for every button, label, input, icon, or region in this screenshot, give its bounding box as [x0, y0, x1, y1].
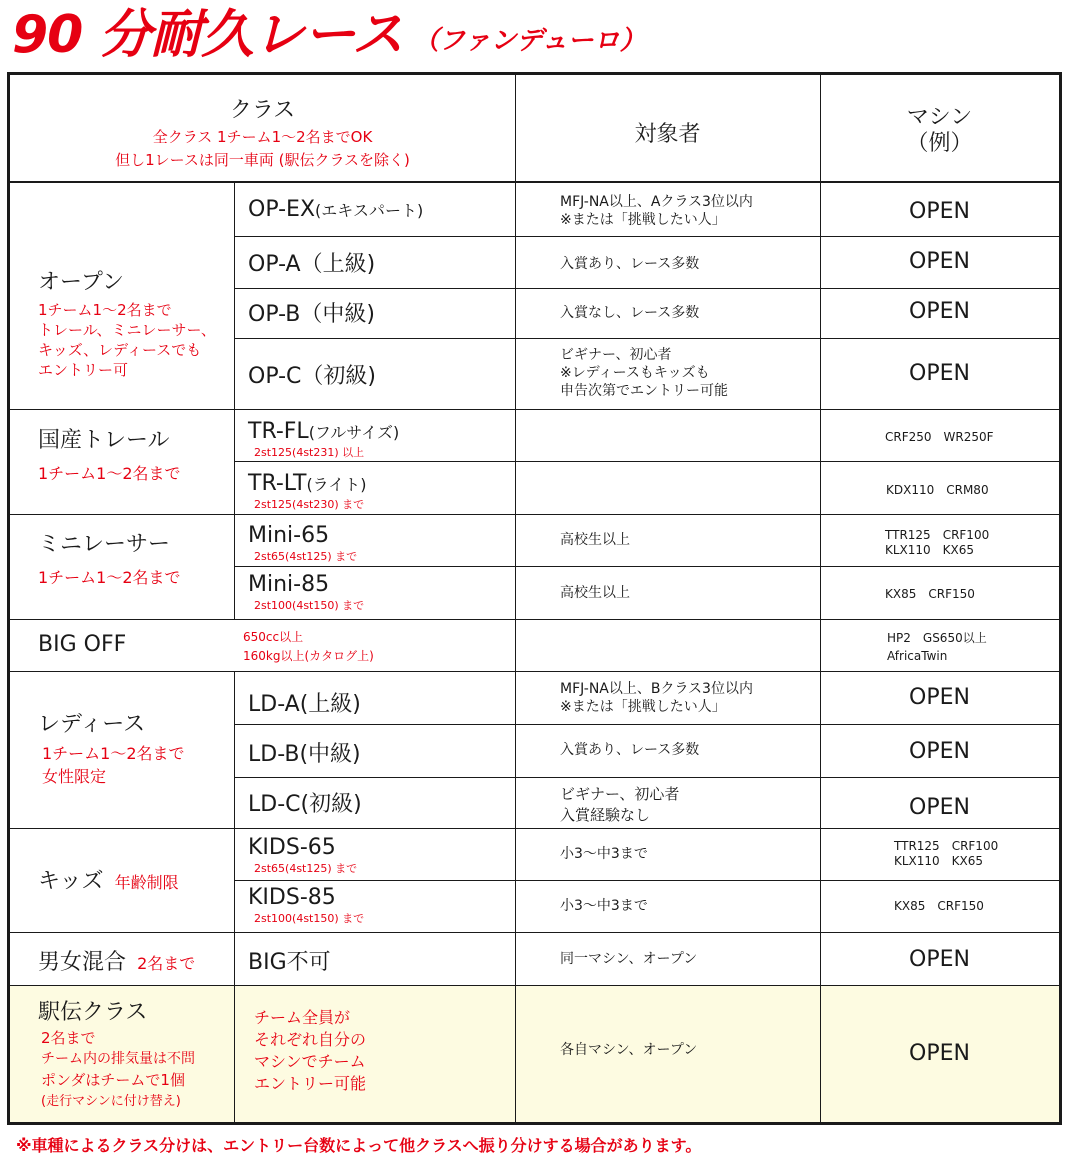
ekiden-notes	[254, 1007, 366, 1095]
group-mini-name: ミニレーサー	[38, 532, 171, 557]
group-ekiden-note1: 2名まで	[41, 1029, 96, 1047]
group-mini	[38, 527, 181, 588]
class-mini85-sub: 2st100(4st150) まで	[254, 599, 365, 612]
bigoff-note1: 650cc以上	[243, 630, 304, 644]
footnote: ※車種によるクラス分けは、エントリー台数によって他クラスへ振り分けする場合があります。	[16, 1136, 702, 1155]
class-mini85-name: Mini-85	[248, 572, 330, 597]
header-class-title: クラス	[229, 98, 296, 123]
group-ekiden-note3: ポンダはチームで1個	[41, 1071, 185, 1089]
target-opc-line3: 申告次第でエントリー可能	[560, 383, 728, 399]
group-mini-note: 1チーム1～2名まで	[38, 568, 181, 587]
class-trlt	[248, 471, 366, 512]
group-open-note4: エントリー可	[38, 361, 129, 379]
group-open-name: オープン	[38, 270, 125, 295]
class-trfl	[248, 419, 399, 460]
target-opa: 入賞あり、レース多数	[560, 256, 700, 272]
group-kids	[38, 864, 179, 895]
target-lda-line1: MFJ-NA以上、Bクラス3位以内	[560, 681, 753, 697]
ekiden-note2: それぞれ自分の	[254, 1030, 367, 1049]
group-mixed-note: 2名まで	[137, 954, 196, 973]
class-opex-name: OP-EX	[248, 197, 316, 222]
class-opex	[248, 197, 423, 222]
ekiden-note4: エントリー可能	[254, 1074, 367, 1093]
machine-bigoff-line2: AfricaTwin	[887, 649, 948, 663]
group-ladies-name: レディース	[38, 712, 146, 737]
group-mixed-name: 男女混合	[38, 950, 127, 975]
class-trfl-suffix: (フルサイズ)	[308, 423, 400, 442]
title-sub: （ファンデューロ）	[412, 26, 646, 56]
group-ladies-note1: 1チーム1～2名まで	[42, 744, 185, 763]
group-open-note2: トレール、ミニレーサー、	[38, 321, 216, 339]
machine-kids65-line1: TTR125 CRF100	[894, 839, 999, 853]
class-kids85-name: KIDS-85	[248, 885, 336, 910]
bigoff-note2: 160kg以上(カタログ上)	[243, 649, 374, 663]
group-ekiden-note4: (走行マシンに付け替え)	[41, 1094, 181, 1109]
target-ldb: 入賞あり、レース多数	[560, 742, 700, 758]
class-trlt-suffix: (ライト)	[306, 475, 367, 494]
header-machine-line2: （例）	[906, 131, 973, 156]
target-opb: 入賞なし、レース多数	[560, 305, 700, 321]
machine-lda: OPEN	[909, 685, 970, 710]
class-kids85-sub: 2st100(4st150) まで	[254, 912, 365, 925]
ekiden-note1: チーム全員が	[254, 1008, 351, 1027]
machine-mini65-line2: KLX110 KX65	[885, 543, 975, 557]
target-ldc-line1: ビギナー、初心者	[560, 785, 680, 803]
machine-trlt: KDX110 CRM80	[886, 483, 989, 497]
group-bigoff-name: BIG OFF	[38, 632, 127, 657]
group-kids-name: キッズ	[38, 869, 104, 894]
class-mini65	[248, 523, 357, 564]
machine-opc: OPEN	[909, 361, 970, 386]
class-kids85	[248, 885, 364, 926]
target-opc-line2: ※レディースもキッズも	[560, 365, 710, 381]
group-ladies	[38, 707, 185, 788]
ekiden-note3: マシンでチーム	[254, 1052, 366, 1071]
target-lda-line2: ※または「挑戦したい人」	[560, 699, 726, 715]
target-lda	[560, 680, 753, 716]
class-opc: OP-C（初級)	[248, 364, 376, 389]
class-trfl-name: TR-FL	[248, 419, 309, 444]
header-class	[10, 93, 515, 172]
machine-ekiden: OPEN	[909, 1041, 970, 1066]
machine-bigoff	[887, 629, 987, 665]
target-opex-line1: MFJ-NA以上、Aクラス3位以内	[560, 194, 753, 210]
machine-kids65	[894, 839, 998, 869]
machine-opex: OPEN	[909, 199, 970, 224]
target-opc	[560, 346, 728, 400]
class-opb: OP-B（中級)	[248, 302, 375, 327]
machine-opa: OPEN	[909, 249, 970, 274]
class-trlt-sub: 2st125(4st230) まで	[254, 498, 365, 511]
group-trail-note: 1チーム1～2名まで	[38, 464, 181, 483]
header-class-note1: 全クラス 1チーム1～2名までOK	[152, 128, 373, 146]
target-opex-line2: ※または「挑戦したい人」	[560, 212, 726, 228]
group-ekiden-name: 駅伝クラス	[38, 1000, 148, 1025]
class-ldb: LD-B(中級)	[248, 742, 361, 767]
class-trfl-sub: 2st125(4st231) 以上	[254, 446, 365, 459]
machine-opb: OPEN	[909, 299, 970, 324]
class-mini65-name: Mini-65	[248, 523, 330, 548]
class-opex-suffix: (エキスパート)	[315, 201, 424, 220]
bigoff-notes	[243, 628, 374, 666]
target-mini85: 高校生以上	[560, 585, 630, 601]
title-main: 90 分耐久レース	[12, 5, 403, 65]
group-open-note3: キッズ、レディースでも	[38, 341, 202, 359]
target-ldc-line2: 入賞経験なし	[560, 806, 651, 824]
page-title	[12, 0, 646, 66]
class-kids65	[248, 835, 357, 876]
group-kids-note: 年齢制限	[114, 873, 179, 892]
machine-mini85: KX85 CRF150	[885, 587, 975, 601]
header-target: 対象者	[634, 122, 701, 147]
group-open	[38, 265, 216, 380]
machine-mini65-line1: TTR125 CRF100	[885, 528, 990, 542]
group-ladies-note2: 女性限定	[42, 767, 107, 786]
machine-kids85: KX85 CRF150	[894, 899, 984, 913]
header-machine	[820, 105, 1059, 157]
header-class-note2: 但し1レースは同一車両 (駅伝クラスを除く)	[115, 151, 410, 169]
group-ekiden	[38, 995, 195, 1112]
class-lda: LD-A(上級)	[248, 692, 361, 717]
class-ldc: LD-C(初級)	[248, 792, 362, 817]
class-opa: OP-A（上級)	[248, 252, 376, 277]
class-mixed: BIG不可	[248, 950, 331, 975]
machine-ldb: OPEN	[909, 739, 970, 764]
machine-ldc: OPEN	[909, 795, 970, 820]
target-mixed: 同一マシン、オープン	[560, 951, 698, 967]
class-table	[7, 72, 1062, 1125]
class-trlt-name: TR-LT	[248, 471, 307, 496]
machine-trfl: CRF250 WR250F	[885, 430, 994, 444]
header-machine-line1: マシン	[906, 105, 973, 130]
machine-bigoff-line1: HP2 GS650以上	[887, 631, 987, 645]
machine-mixed: OPEN	[909, 947, 970, 972]
machine-mini65	[885, 528, 989, 558]
class-mini85	[248, 572, 364, 613]
target-ekiden: 各自マシン、オープン	[560, 1042, 698, 1058]
machine-kids65-line2: KLX110 KX65	[894, 854, 984, 868]
group-trail-name: 国産トレール	[38, 428, 170, 453]
target-ldc	[560, 784, 679, 826]
target-opc-line1: ビギナー、初心者	[560, 347, 672, 363]
target-opex	[560, 193, 753, 229]
target-kids65: 小3～中3まで	[560, 846, 648, 862]
target-mini65: 高校生以上	[560, 532, 630, 548]
class-kids65-name: KIDS-65	[248, 835, 336, 860]
group-mixed	[38, 945, 195, 976]
class-mini65-sub: 2st65(4st125) まで	[254, 550, 358, 563]
class-kids65-sub: 2st65(4st125) まで	[254, 862, 358, 875]
group-ekiden-note2: チーム内の排気量は不問	[41, 1051, 195, 1067]
target-kids85: 小3～中3まで	[560, 898, 648, 914]
group-open-note1: 1チーム1～2名まで	[38, 301, 172, 319]
group-trail	[38, 423, 181, 484]
